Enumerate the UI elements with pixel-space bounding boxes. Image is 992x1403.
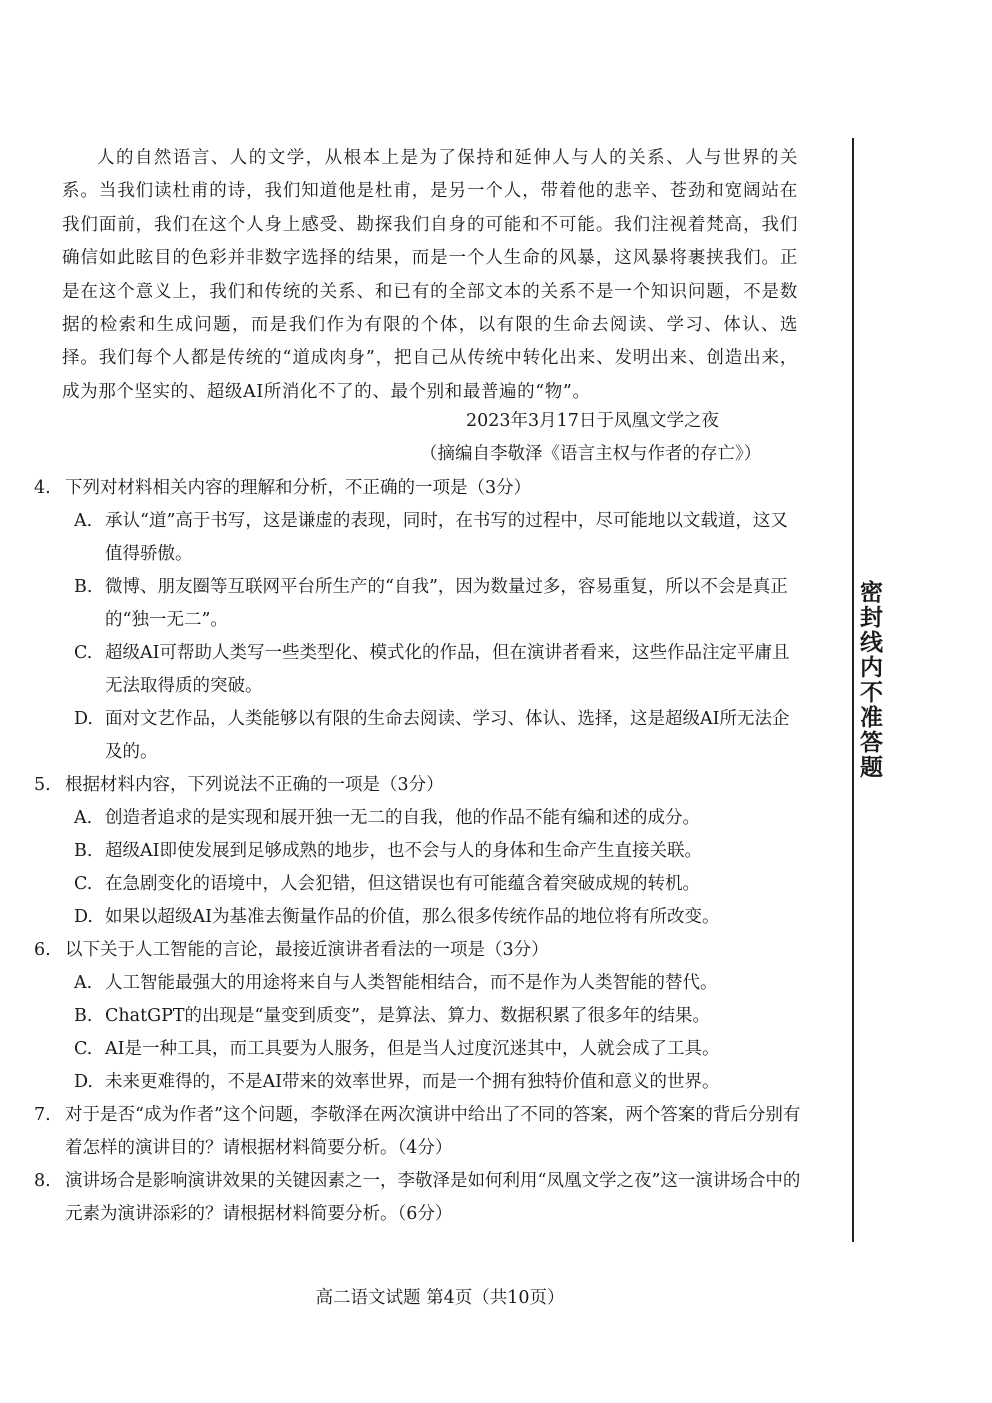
option-letter: A. [74,808,93,828]
passage-paragraph: 人的自然语言、人的文学，从根本上是为了保持和延伸人与人的关系、人与世界的关系。当我们读杜甫的诗，我们知道他是杜甫，是另一个人，带着他的悲辛、苍劲和宽阔站在我们面前，我们在这个人身上感受、勘探我们自身的可能和不可能。我们注视着梵高，我们确信如此眩目的色彩并非数字选择的结果，而是一个人生命的风暴，这风暴将裹挟我们。正是在这个意义上，我们和传统的关系、和已有的全部文本的关系不是一个知识问题，不是数据的检索和生成问题，而是我们作为有限的个体，以有限的生命去阅读、学习、体认、选择。我们每个人都是传统的“道成肉身”，把自己从传统中转化出来、发明出来、创造出来，成为那个坚实的、超级AI所消化不了的、最个别和最普遍的“物”。 [62,148,798,402]
option-letter: C. [74,874,93,894]
option-letter: B. [74,577,93,597]
q6-option-a [34,967,804,1000]
q5-option-c [34,868,804,901]
question-number: 7. [34,1105,51,1125]
option-text: 超级AI可帮助人类写一些类型化、模式化的作品，但在演讲者看来，这些作品注定平庸且无法取得质的突破。 [105,643,790,696]
option-letter: D. [74,907,93,927]
q6-option-d [34,1066,804,1099]
option-text: 微博、朋友圈等互联网平台所生产的“自我”，因为数量过多，容易重复，所以不会是真正的“独一无二”。 [105,577,788,630]
question-5 [34,769,804,802]
question-4 [34,472,804,505]
passage-source: （摘编自李敬泽《语言主权与作者的存亡》） [420,444,762,464]
option-text: 承认“道”高于书写，这是谦虚的表现，同时，在书写的过程中，尽可能地以文载道，这又值得骄傲。 [105,511,788,564]
option-letter: A. [74,511,93,531]
question-list [34,472,804,1231]
seal-line-notice: 密封线内不准答题 [856,580,882,780]
option-text: 创造者追求的是实现和展开独一无二的自我，他的作品不能有编和述的成分。 [105,808,700,828]
question-stem: 根据材料内容，下列说法不正确的一项是（3分） [65,775,444,795]
q4-option-d [34,703,804,769]
reading-passage [62,142,798,409]
question-stem: 演讲场合是影响演讲效果的关键因素之一，李敬泽是如何利用“凤凰文学之夜”这一演讲场合中的元素为演讲添彩的？请根据材料简要分析。（6分） [65,1171,801,1224]
question-stem: 以下关于人工智能的言论，最接近演讲者看法的一项是（3分） [65,940,549,960]
option-letter: A. [74,973,93,993]
q4-option-a [34,505,804,571]
q4-option-c [34,637,804,703]
option-text: 面对文艺作品，人类能够以有限的生命去阅读、学习、体认、选择，这是超级AI所无法企及的。 [105,709,790,762]
question-stem: 对于是否“成为作者”这个问题，李敬泽在两次演讲中给出了不同的答案，两个答案的背后分别有着怎样的演讲目的？请根据材料简要分析。（4分） [65,1105,801,1158]
question-6 [34,934,804,967]
question-8 [34,1165,804,1231]
page-footer: 高二语文试题 第4页（共10页） [315,1288,565,1308]
option-text: AI是一种工具，而工具要为人服务，但是当人过度沉迷其中，人就会成了工具。 [105,1039,720,1059]
option-text: 人工智能最强大的用途将来自与人类智能相结合，而不是作为人类智能的替代。 [105,973,718,993]
question-number: 6. [34,940,51,960]
option-letter: C. [74,1039,93,1059]
option-letter: B. [74,1006,93,1026]
question-number: 4. [34,478,51,498]
question-number: 5. [34,775,51,795]
option-letter: D. [74,1072,93,1092]
q5-option-a [34,802,804,835]
q6-option-c [34,1033,804,1066]
speech-signoff: 2023年3月17日于凤凰文学之夜 [466,411,719,431]
option-text: 超级AI即使发展到足够成熟的地步，也不会与人的身体和生命产生直接关联。 [105,841,703,861]
option-letter: B. [74,841,93,861]
option-letter: C. [74,643,93,663]
q5-option-b [34,835,804,868]
q4-option-b [34,571,804,637]
option-text: 未来更难得的，不是AI带来的效率世界，而是一个拥有独特价值和意义的世界。 [105,1072,720,1092]
q5-option-d [34,901,804,934]
option-text: 如果以超级AI为基准去衡量作品的价值，那么很多传统作品的地位将有所改变。 [105,907,720,927]
question-number: 8. [34,1171,51,1191]
question-7 [34,1099,804,1165]
option-letter: D. [74,709,93,729]
option-text: 在急剧变化的语境中，人会犯错，但这错误也有可能蕴含着突破成规的转机。 [105,874,700,894]
q6-option-b [34,1000,804,1033]
question-stem: 下列对材料相关内容的理解和分析，不正确的一项是（3分） [65,478,532,498]
option-text: ChatGPT的出现是“量变到质变”，是算法、算力、数据积累了很多年的结果。 [105,1006,710,1026]
